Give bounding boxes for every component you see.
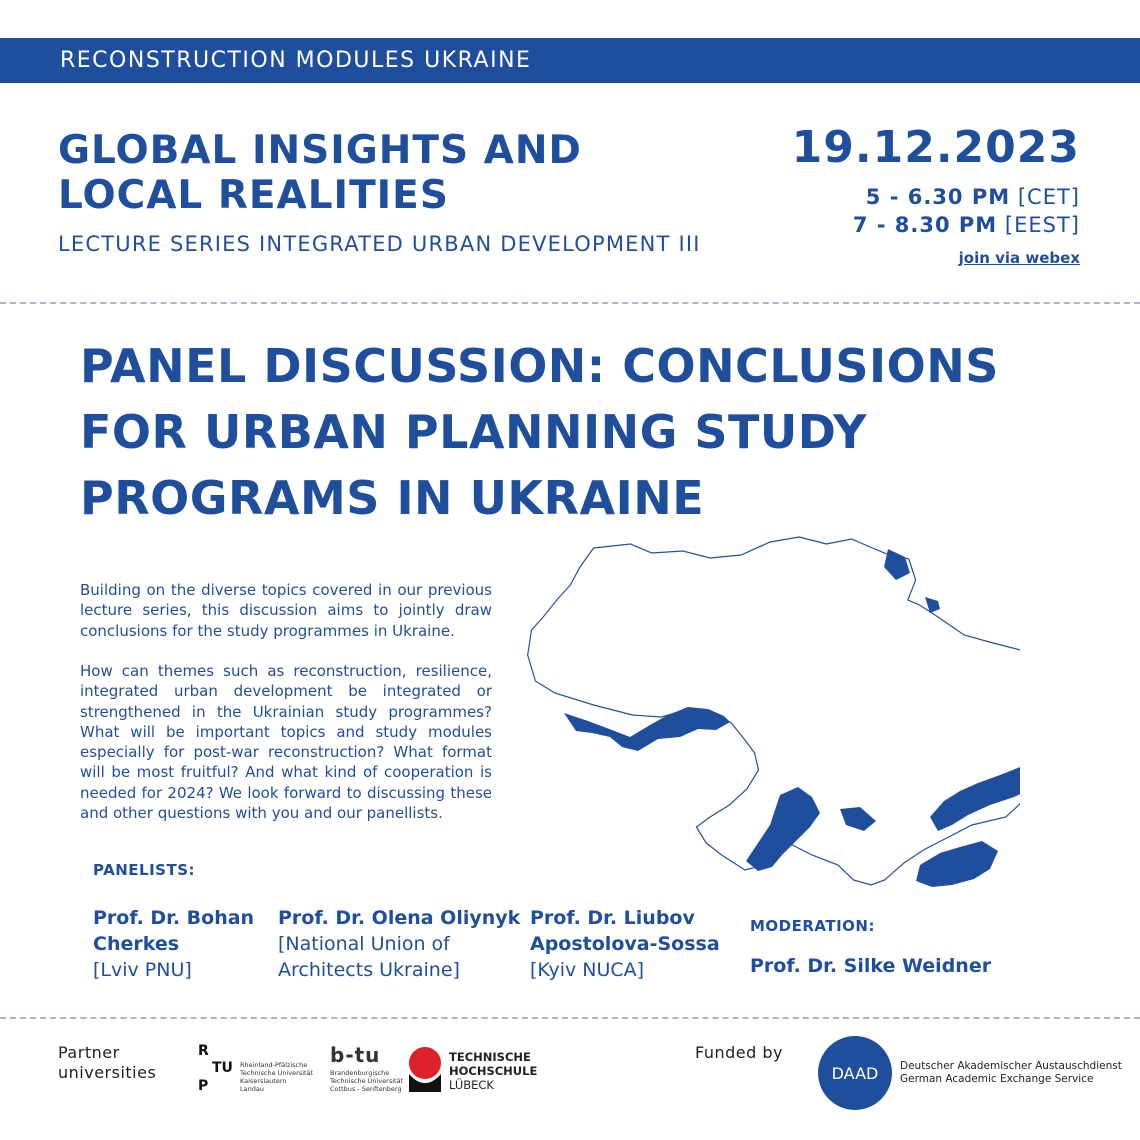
rptu-letter-tu: TU bbox=[212, 1060, 233, 1076]
panelist-1 bbox=[93, 905, 254, 983]
panelist-3-name-line2: Apostolova-Sossa bbox=[530, 933, 720, 955]
panel-title-line2: FOR URBAN PLANNING STUDY bbox=[80, 405, 867, 459]
th-line2: HOCHSCHULE bbox=[449, 1064, 538, 1078]
series-title-line1: GLOBAL INSIGHTS AND bbox=[58, 128, 582, 173]
btu-line1: Brandenburgische bbox=[330, 1069, 390, 1077]
funded-by-label: Funded by bbox=[695, 1043, 783, 1062]
time-cet bbox=[866, 185, 1080, 209]
panelist-2-name: Prof. Dr. Olena Oliynyk bbox=[278, 907, 521, 929]
daad-text bbox=[900, 1060, 1122, 1086]
panelist-3 bbox=[530, 905, 720, 983]
moderation-label: MODERATION: bbox=[750, 917, 875, 935]
rptu-text bbox=[240, 1061, 313, 1093]
btu-logo bbox=[330, 1043, 405, 1098]
panelist-1-name-line2: Cherkes bbox=[93, 933, 180, 955]
series-subtitle: LECTURE SERIES INTEGRATED URBAN DEVELOPMENT III bbox=[58, 232, 701, 256]
panelist-3-affiliation: [Kyiv NUCA] bbox=[530, 959, 645, 981]
panel-title-line3: PROGRAMS IN UKRAINE bbox=[80, 471, 705, 525]
btu-wordmark: b-tu bbox=[330, 1043, 381, 1067]
rptu-line4: Landau bbox=[240, 1085, 264, 1093]
btu-text bbox=[330, 1069, 405, 1093]
series-title-line2: LOCAL REALITIES bbox=[58, 173, 449, 218]
crimea-north-region bbox=[746, 787, 820, 871]
daad-line1: Deutscher Akademischer Austauschdienst bbox=[900, 1060, 1122, 1072]
panel-title-line1: PANEL DISCUSSION: CONCLUSIONS bbox=[80, 339, 999, 393]
questions-paragraph: How can themes such as reconstruction, resilience, integrated urban development be integrated or strengthened in the Ukrainian study programmes? What will be important topics and study modules especially for post-war reconstruction? What format will be most fruitful? And what kind of cooperation is needed for 2024? We look forward to discussing these and other questions with you and our panellists. bbox=[80, 662, 492, 823]
th-line3: LÜBECK bbox=[449, 1078, 494, 1092]
time-cet-value: 5 - 6.30 PM bbox=[865, 185, 1011, 209]
divider-top bbox=[0, 302, 1140, 304]
partner-label-line2: universities bbox=[58, 1063, 157, 1082]
time-cet-zone: [CET] bbox=[1017, 185, 1080, 209]
kherson-zaporizhzhia-region bbox=[564, 707, 730, 751]
rptu-letter-p: P bbox=[198, 1078, 209, 1094]
btu-line2: Technische Universität bbox=[330, 1077, 404, 1085]
top-banner bbox=[0, 38, 1140, 83]
th-luebeck-icon bbox=[408, 1046, 442, 1094]
moderator-name: Prof. Dr. Silke Weidner bbox=[750, 955, 992, 977]
rptu-line1: Rheinland-Pfälzische bbox=[240, 1061, 308, 1069]
panelist-2 bbox=[278, 905, 520, 983]
panelist-2-affiliation-line1: [National Union of bbox=[278, 933, 450, 955]
btu-line3: Cottbus - Senftenberg bbox=[330, 1085, 402, 1093]
time-eest-zone: [EEST] bbox=[1004, 213, 1080, 237]
partner-label-line1: Partner bbox=[58, 1043, 120, 1062]
panelist-2-affiliation-line2: Architects Ukraine] bbox=[278, 959, 460, 981]
rptu-line2: Technische Universität bbox=[240, 1069, 314, 1077]
crimea-east-region bbox=[840, 807, 876, 831]
daad-line2: German Academic Exchange Service bbox=[900, 1073, 1094, 1085]
panelist-1-affiliation: [Lviv PNU] bbox=[93, 959, 192, 981]
north-region-1 bbox=[884, 549, 910, 580]
rptu-letter-r: R bbox=[198, 1043, 209, 1059]
panel-title bbox=[80, 333, 1080, 531]
moderator bbox=[750, 953, 991, 979]
join-webex-link[interactable]: join via webex bbox=[958, 249, 1080, 267]
divider-bottom bbox=[0, 1017, 1140, 1019]
panelists-label: PANELISTS: bbox=[93, 861, 196, 879]
th-luebeck-text bbox=[449, 1050, 537, 1092]
time-eest bbox=[853, 213, 1080, 237]
th-line1: TECHNISCHE bbox=[449, 1050, 531, 1064]
partner-universities-label bbox=[58, 1043, 156, 1083]
rptu-logo bbox=[198, 1043, 323, 1098]
donbas-region bbox=[930, 651, 1020, 831]
intro-paragraph: Building on the diverse topics covered in our previous lecture series, this discussion aims to jointly draw conclusions for the study programmes in Ukraine. bbox=[80, 581, 492, 640]
rptu-line3: Kaiserslautern bbox=[240, 1077, 287, 1085]
event-date: 19.12.2023 bbox=[791, 122, 1080, 173]
ukraine-map bbox=[520, 525, 1020, 895]
daad-logo: DAAD bbox=[818, 1036, 892, 1110]
banner-text: RECONSTRUCTION MODULES UKRAINE bbox=[60, 48, 532, 73]
panelist-1-name-line1: Prof. Dr. Bohan bbox=[93, 907, 255, 929]
time-eest-value: 7 - 8.30 PM bbox=[852, 213, 998, 237]
panelist-3-name-line1: Prof. Dr. Liubov bbox=[530, 907, 695, 929]
series-title bbox=[58, 128, 582, 218]
